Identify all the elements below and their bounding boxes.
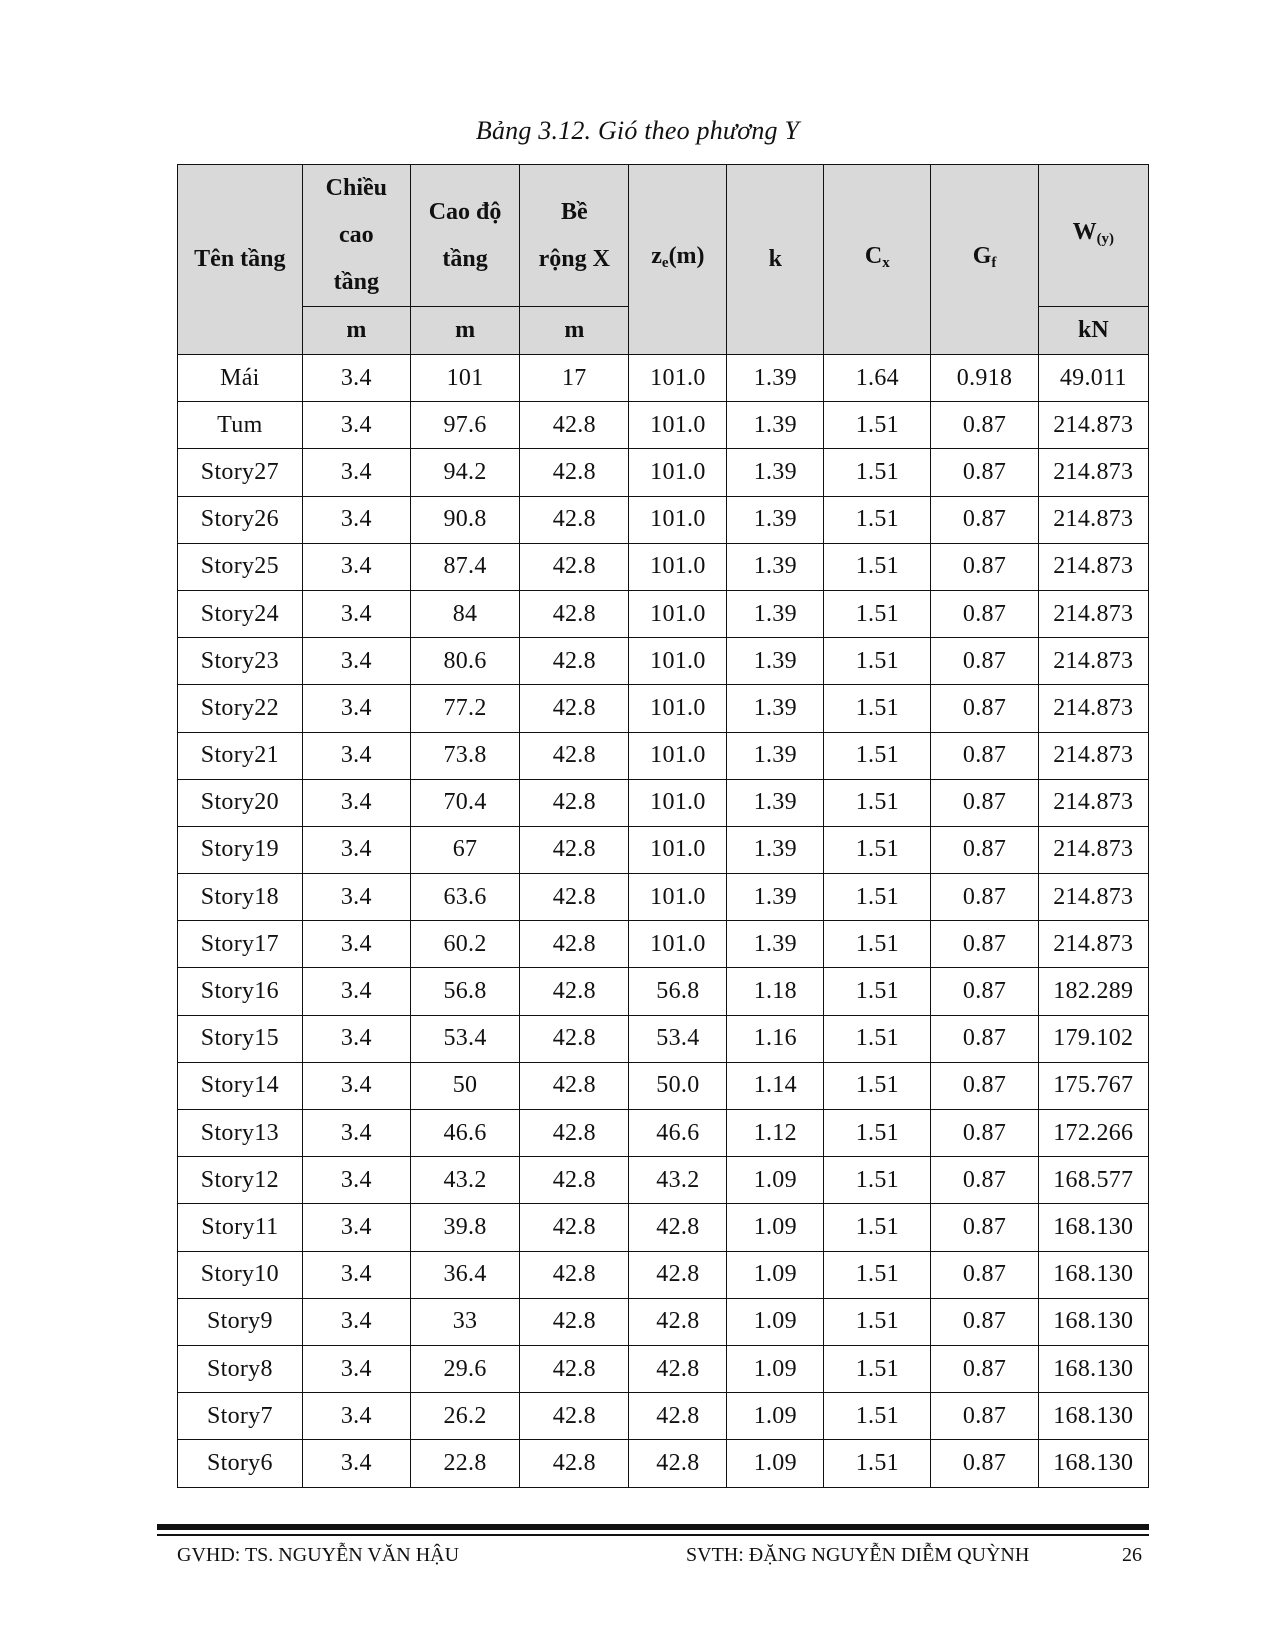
table-cell: 101.0 xyxy=(629,826,727,873)
table-row xyxy=(178,638,1149,685)
table-cell: 1.09 xyxy=(727,1298,824,1345)
table-cell: 101.0 xyxy=(629,543,727,590)
table-cell: 3.4 xyxy=(302,590,410,637)
footer-divider xyxy=(157,1524,1149,1530)
table-cell: 1.51 xyxy=(824,1157,931,1204)
table-row xyxy=(178,355,1149,402)
table-cell: 3.4 xyxy=(302,968,410,1015)
table-cell: 3.4 xyxy=(302,1110,410,1157)
table-row xyxy=(178,826,1149,873)
table-cell: Mái xyxy=(178,355,303,402)
table-cell: 0.87 xyxy=(931,1157,1038,1204)
table-cell: 214.873 xyxy=(1038,402,1148,449)
table-row xyxy=(178,1062,1149,1109)
table-row xyxy=(178,685,1149,732)
table-cell: Story15 xyxy=(178,1015,303,1062)
header-cx-sub: x xyxy=(882,254,890,271)
table-cell: 33 xyxy=(410,1298,519,1345)
table-cell: 3.4 xyxy=(302,921,410,968)
table-row xyxy=(178,449,1149,496)
table-cell: 42.8 xyxy=(520,543,629,590)
table-cell: 168.130 xyxy=(1038,1298,1148,1345)
table-cell: 101.0 xyxy=(629,590,727,637)
table-cell: 1.51 xyxy=(824,1062,931,1109)
table-cell: 214.873 xyxy=(1038,449,1148,496)
table-cell: 179.102 xyxy=(1038,1015,1148,1062)
table-cell: 94.2 xyxy=(410,449,519,496)
table-cell: 3.4 xyxy=(302,496,410,543)
table-cell: 0.87 xyxy=(931,1298,1038,1345)
table-cell: 42.8 xyxy=(629,1204,727,1251)
table-cell: 0.87 xyxy=(931,968,1038,1015)
table-cell: 3.4 xyxy=(302,779,410,826)
table-cell: 1.09 xyxy=(727,1393,824,1440)
table-cell: 26.2 xyxy=(410,1393,519,1440)
table-cell: 0.87 xyxy=(931,1204,1038,1251)
table-cell: 1.39 xyxy=(727,732,824,779)
table-cell: 1.51 xyxy=(824,1393,931,1440)
table-cell: 17 xyxy=(520,355,629,402)
table-cell: 1.39 xyxy=(727,874,824,921)
table-cell: 168.577 xyxy=(1038,1157,1148,1204)
table-cell: 1.39 xyxy=(727,826,824,873)
table-cell: 175.767 xyxy=(1038,1062,1148,1109)
table-row xyxy=(178,921,1149,968)
table-cell: 0.87 xyxy=(931,449,1038,496)
table-cell: 36.4 xyxy=(410,1251,519,1298)
header-ze-main: z xyxy=(651,242,662,269)
table-cell: 0.87 xyxy=(931,921,1038,968)
table-cell: 1.51 xyxy=(824,1298,931,1345)
table-row xyxy=(178,1204,1149,1251)
table-row xyxy=(178,779,1149,826)
header-gf-sub: f xyxy=(991,254,997,271)
table-cell: 70.4 xyxy=(410,779,519,826)
table-cell: 1.51 xyxy=(824,921,931,968)
page-number: 26 xyxy=(1122,1544,1142,1566)
table-cell: 42.8 xyxy=(520,685,629,732)
table-cell: 101.0 xyxy=(629,732,727,779)
table-cell: 0.87 xyxy=(931,685,1038,732)
table-cell: 1.51 xyxy=(824,449,931,496)
table-row xyxy=(178,1393,1149,1440)
table-cell: 214.873 xyxy=(1038,543,1148,590)
table-cell: 1.39 xyxy=(727,449,824,496)
table-cell: 73.8 xyxy=(410,732,519,779)
header-k: k xyxy=(727,165,824,355)
table-cell: 97.6 xyxy=(410,402,519,449)
table-cell: 101.0 xyxy=(629,779,727,826)
table-cell: 42.8 xyxy=(520,1110,629,1157)
table-cell: Story14 xyxy=(178,1062,303,1109)
table-cell: 1.09 xyxy=(727,1251,824,1298)
header-be-rong-line: rộng X xyxy=(538,245,610,272)
table-cell: 3.4 xyxy=(302,826,410,873)
table-row xyxy=(178,1015,1149,1062)
table-cell: 42.8 xyxy=(520,732,629,779)
table-row xyxy=(178,1251,1149,1298)
table-cell: 1.39 xyxy=(727,355,824,402)
table-row xyxy=(178,1157,1149,1204)
table-cell: 1.12 xyxy=(727,1110,824,1157)
table-cell: 168.130 xyxy=(1038,1440,1148,1487)
table-cell: 1.16 xyxy=(727,1015,824,1062)
table-cell: 42.8 xyxy=(629,1251,727,1298)
table-cell: 42.8 xyxy=(520,638,629,685)
table-cell: 0.87 xyxy=(931,1440,1038,1487)
wind-load-table xyxy=(177,164,1149,1488)
table-cell: Story12 xyxy=(178,1157,303,1204)
table-cell: 50.0 xyxy=(629,1062,727,1109)
header-cx xyxy=(824,165,931,355)
table-cell: 42.8 xyxy=(520,449,629,496)
table-cell: Story19 xyxy=(178,826,303,873)
table-cell: 1.39 xyxy=(727,779,824,826)
table-cell: 1.09 xyxy=(727,1345,824,1392)
table-cell: 101.0 xyxy=(629,496,727,543)
table-cell: Story25 xyxy=(178,543,303,590)
table-cell: 42.8 xyxy=(520,402,629,449)
table-cell: 3.4 xyxy=(302,1015,410,1062)
table-cell: 214.873 xyxy=(1038,685,1148,732)
table-cell: 3.4 xyxy=(302,1440,410,1487)
table-cell: 1.51 xyxy=(824,1251,931,1298)
table-cell: 101.0 xyxy=(629,874,727,921)
header-ze-sub: e xyxy=(661,254,669,271)
table-cell: 0.87 xyxy=(931,402,1038,449)
table-cell: 42.8 xyxy=(520,590,629,637)
header-chieu-cao-line: Chiều xyxy=(325,175,387,201)
table-cell: Story17 xyxy=(178,921,303,968)
header-cao-do-tang xyxy=(410,165,519,307)
header-ze xyxy=(629,165,727,355)
table-cell: Tum xyxy=(178,402,303,449)
table-cell: 0.918 xyxy=(931,355,1038,402)
table-cell: 1.39 xyxy=(727,921,824,968)
table-cell: 1.09 xyxy=(727,1204,824,1251)
header-ze-unit: (m) xyxy=(668,242,705,269)
table-row xyxy=(178,732,1149,779)
table-cell: 214.873 xyxy=(1038,638,1148,685)
table-cell: 1.51 xyxy=(824,874,931,921)
table-row xyxy=(178,590,1149,637)
table-cell: 101.0 xyxy=(629,685,727,732)
table-cell: 3.4 xyxy=(302,1298,410,1345)
table-cell: 60.2 xyxy=(410,921,519,968)
table-cell: 42.8 xyxy=(520,496,629,543)
table-cell: 29.6 xyxy=(410,1345,519,1392)
table-cell: 1.64 xyxy=(824,355,931,402)
header-gf-main: G xyxy=(972,242,992,269)
table-row xyxy=(178,968,1149,1015)
table-cell: 214.873 xyxy=(1038,874,1148,921)
table-cell: 1.51 xyxy=(824,543,931,590)
table-row xyxy=(178,543,1149,590)
table-cell: 214.873 xyxy=(1038,590,1148,637)
table-cell: 84 xyxy=(410,590,519,637)
table-cell: 1.39 xyxy=(727,685,824,732)
unit-be-rong: m xyxy=(520,307,629,355)
table-cell: 1.51 xyxy=(824,685,931,732)
table-cell: 56.8 xyxy=(410,968,519,1015)
table-cell: 3.4 xyxy=(302,874,410,921)
table-cell: 1.51 xyxy=(824,779,931,826)
table-cell: 214.873 xyxy=(1038,921,1148,968)
table-row xyxy=(178,402,1149,449)
table-row xyxy=(178,874,1149,921)
table-cell: 1.39 xyxy=(727,402,824,449)
table-cell: 182.289 xyxy=(1038,968,1148,1015)
table-cell: 50 xyxy=(410,1062,519,1109)
table-cell: 3.4 xyxy=(302,732,410,779)
table-cell: 22.8 xyxy=(410,1440,519,1487)
header-cao-do-line: tầng xyxy=(442,245,488,272)
header-gf xyxy=(931,165,1038,355)
table-cell: 77.2 xyxy=(410,685,519,732)
unit-cao-do: m xyxy=(410,307,519,355)
table-cell: Story13 xyxy=(178,1110,303,1157)
table-cell: 3.4 xyxy=(302,1251,410,1298)
table-cell: 168.130 xyxy=(1038,1251,1148,1298)
table-cell: 56.8 xyxy=(629,968,727,1015)
table-cell: Story10 xyxy=(178,1251,303,1298)
table-cell: 43.2 xyxy=(410,1157,519,1204)
table-cell: 42.8 xyxy=(520,1062,629,1109)
table-cell: 0.87 xyxy=(931,1110,1038,1157)
table-cell: 1.51 xyxy=(824,1345,931,1392)
table-cell: 3.4 xyxy=(302,1062,410,1109)
table-cell: 1.51 xyxy=(824,638,931,685)
table-cell: 63.6 xyxy=(410,874,519,921)
table-cell: 0.87 xyxy=(931,1062,1038,1109)
table-cell: 3.4 xyxy=(302,355,410,402)
table-cell: 0.87 xyxy=(931,732,1038,779)
table-cell: 53.4 xyxy=(629,1015,727,1062)
table-cell: 1.51 xyxy=(824,402,931,449)
table-cell: 90.8 xyxy=(410,496,519,543)
table-cell: 3.4 xyxy=(302,402,410,449)
table-cell: 0.87 xyxy=(931,1015,1038,1062)
table-cell: 1.39 xyxy=(727,496,824,543)
table-cell: 1.51 xyxy=(824,1110,931,1157)
table-cell: 42.8 xyxy=(520,826,629,873)
table-cell: 168.130 xyxy=(1038,1204,1148,1251)
table-cell: 43.2 xyxy=(629,1157,727,1204)
table-cell: Story22 xyxy=(178,685,303,732)
table-row xyxy=(178,1298,1149,1345)
table-cell: 42.8 xyxy=(520,1345,629,1392)
table-cell: 168.130 xyxy=(1038,1393,1148,1440)
table-cell: 0.87 xyxy=(931,590,1038,637)
header-row xyxy=(178,165,1149,307)
table-cell: 0.87 xyxy=(931,1393,1038,1440)
table-cell: 42.8 xyxy=(520,968,629,1015)
table-cell: 3.4 xyxy=(302,1393,410,1440)
unit-w: kN xyxy=(1038,307,1148,355)
table-cell: 0.87 xyxy=(931,1345,1038,1392)
table-cell: 168.130 xyxy=(1038,1345,1148,1392)
table-cell: 39.8 xyxy=(410,1204,519,1251)
table-cell: Story18 xyxy=(178,874,303,921)
header-w xyxy=(1038,165,1148,307)
table-cell: 42.8 xyxy=(520,1251,629,1298)
table-cell: 42.8 xyxy=(520,1015,629,1062)
table-cell: 101.0 xyxy=(629,449,727,496)
footer-divider-thin xyxy=(157,1534,1149,1536)
table-cell: 0.87 xyxy=(931,543,1038,590)
unit-chieu-cao: m xyxy=(302,307,410,355)
table-cell: 214.873 xyxy=(1038,779,1148,826)
table-cell: 1.18 xyxy=(727,968,824,1015)
table-cell: Story21 xyxy=(178,732,303,779)
table-cell: Story11 xyxy=(178,1204,303,1251)
table-cell: 42.8 xyxy=(629,1440,727,1487)
table-cell: 3.4 xyxy=(302,685,410,732)
table-cell: 87.4 xyxy=(410,543,519,590)
table-cell: 1.39 xyxy=(727,543,824,590)
table-row xyxy=(178,1110,1149,1157)
table-cell: 3.4 xyxy=(302,449,410,496)
table-cell: 1.39 xyxy=(727,638,824,685)
table-cell: 1.51 xyxy=(824,590,931,637)
table-cell: 1.39 xyxy=(727,590,824,637)
table-cell: 53.4 xyxy=(410,1015,519,1062)
table-cell: 67 xyxy=(410,826,519,873)
table-cell: 1.51 xyxy=(824,496,931,543)
table-cell: 3.4 xyxy=(302,638,410,685)
table-cell: 0.87 xyxy=(931,874,1038,921)
table-cell: Story16 xyxy=(178,968,303,1015)
table-cell: Story20 xyxy=(178,779,303,826)
table-cell: Story7 xyxy=(178,1393,303,1440)
table-cell: 42.8 xyxy=(629,1345,727,1392)
table-row xyxy=(178,1440,1149,1487)
table-cell: Story24 xyxy=(178,590,303,637)
header-w-sub: (y) xyxy=(1096,230,1115,247)
table-cell: 42.8 xyxy=(520,874,629,921)
table-cell: 0.87 xyxy=(931,779,1038,826)
header-w-main: W xyxy=(1072,218,1097,245)
table-body xyxy=(178,355,1149,1488)
header-be-rong-x xyxy=(520,165,629,307)
header-cx-main: C xyxy=(864,242,883,269)
table-cell: 0.87 xyxy=(931,496,1038,543)
table-cell: 101.0 xyxy=(629,921,727,968)
table-cell: 1.51 xyxy=(824,1440,931,1487)
table-cell: Story27 xyxy=(178,449,303,496)
table-cell: Story9 xyxy=(178,1298,303,1345)
table-cell: 42.8 xyxy=(520,1157,629,1204)
table-cell: 49.011 xyxy=(1038,355,1148,402)
table-cell: 42.8 xyxy=(629,1298,727,1345)
table-cell: 1.09 xyxy=(727,1157,824,1204)
table-cell: 1.09 xyxy=(727,1440,824,1487)
table-cell: 0.87 xyxy=(931,638,1038,685)
table-cell: 80.6 xyxy=(410,638,519,685)
header-ten-tang: Tên tầng xyxy=(178,165,303,355)
table-cell: Story8 xyxy=(178,1345,303,1392)
header-chieu-cao-line: cao xyxy=(339,222,374,248)
table-cell: 101.0 xyxy=(629,638,727,685)
table-cell: 3.4 xyxy=(302,1157,410,1204)
table-cell: 46.6 xyxy=(410,1110,519,1157)
table-cell: 0.87 xyxy=(931,1251,1038,1298)
footer-supervisor: GVHD: TS. NGUYỄN VĂN HẬU xyxy=(177,1544,460,1566)
table-cell: 101.0 xyxy=(629,355,727,402)
table-cell: Story6 xyxy=(178,1440,303,1487)
table-cell: 42.8 xyxy=(520,1298,629,1345)
table-cell: 42.8 xyxy=(520,779,629,826)
header-chieu-cao-line: tầng xyxy=(333,269,379,295)
table-cell: 42.8 xyxy=(520,1440,629,1487)
table-cell: 214.873 xyxy=(1038,496,1148,543)
table-cell: 101.0 xyxy=(629,402,727,449)
table-caption: Bảng 3.12. Gió theo phương Y xyxy=(475,116,800,145)
table-cell: 42.8 xyxy=(520,1393,629,1440)
table-cell: 0.87 xyxy=(931,826,1038,873)
table-cell: 214.873 xyxy=(1038,732,1148,779)
footer-student: SVTH: ĐẶNG NGUYỄN DIỄM QUỲNH xyxy=(686,1544,1030,1566)
table-cell: 1.51 xyxy=(824,732,931,779)
table-cell: 3.4 xyxy=(302,1204,410,1251)
table-row xyxy=(178,1345,1149,1392)
table-cell: 1.51 xyxy=(824,1204,931,1251)
table-cell: Story26 xyxy=(178,496,303,543)
table-cell: 42.8 xyxy=(520,921,629,968)
table-cell: 3.4 xyxy=(302,543,410,590)
table-cell: 1.14 xyxy=(727,1062,824,1109)
table-cell: 1.51 xyxy=(824,968,931,1015)
table-cell: 3.4 xyxy=(302,1345,410,1392)
table-cell: Story23 xyxy=(178,638,303,685)
table-row xyxy=(178,496,1149,543)
table-cell: 42.8 xyxy=(629,1393,727,1440)
table-cell: 172.266 xyxy=(1038,1110,1148,1157)
table-cell: 101 xyxy=(410,355,519,402)
table-cell: 42.8 xyxy=(520,1204,629,1251)
header-chieu-cao-tang xyxy=(302,165,410,307)
table-cell: 214.873 xyxy=(1038,826,1148,873)
table-cell: 1.51 xyxy=(824,826,931,873)
header-be-rong-line: Bề xyxy=(560,198,588,225)
table-cell: 46.6 xyxy=(629,1110,727,1157)
header-cao-do-line: Cao độ xyxy=(428,198,502,225)
table-cell: 1.51 xyxy=(824,1015,931,1062)
